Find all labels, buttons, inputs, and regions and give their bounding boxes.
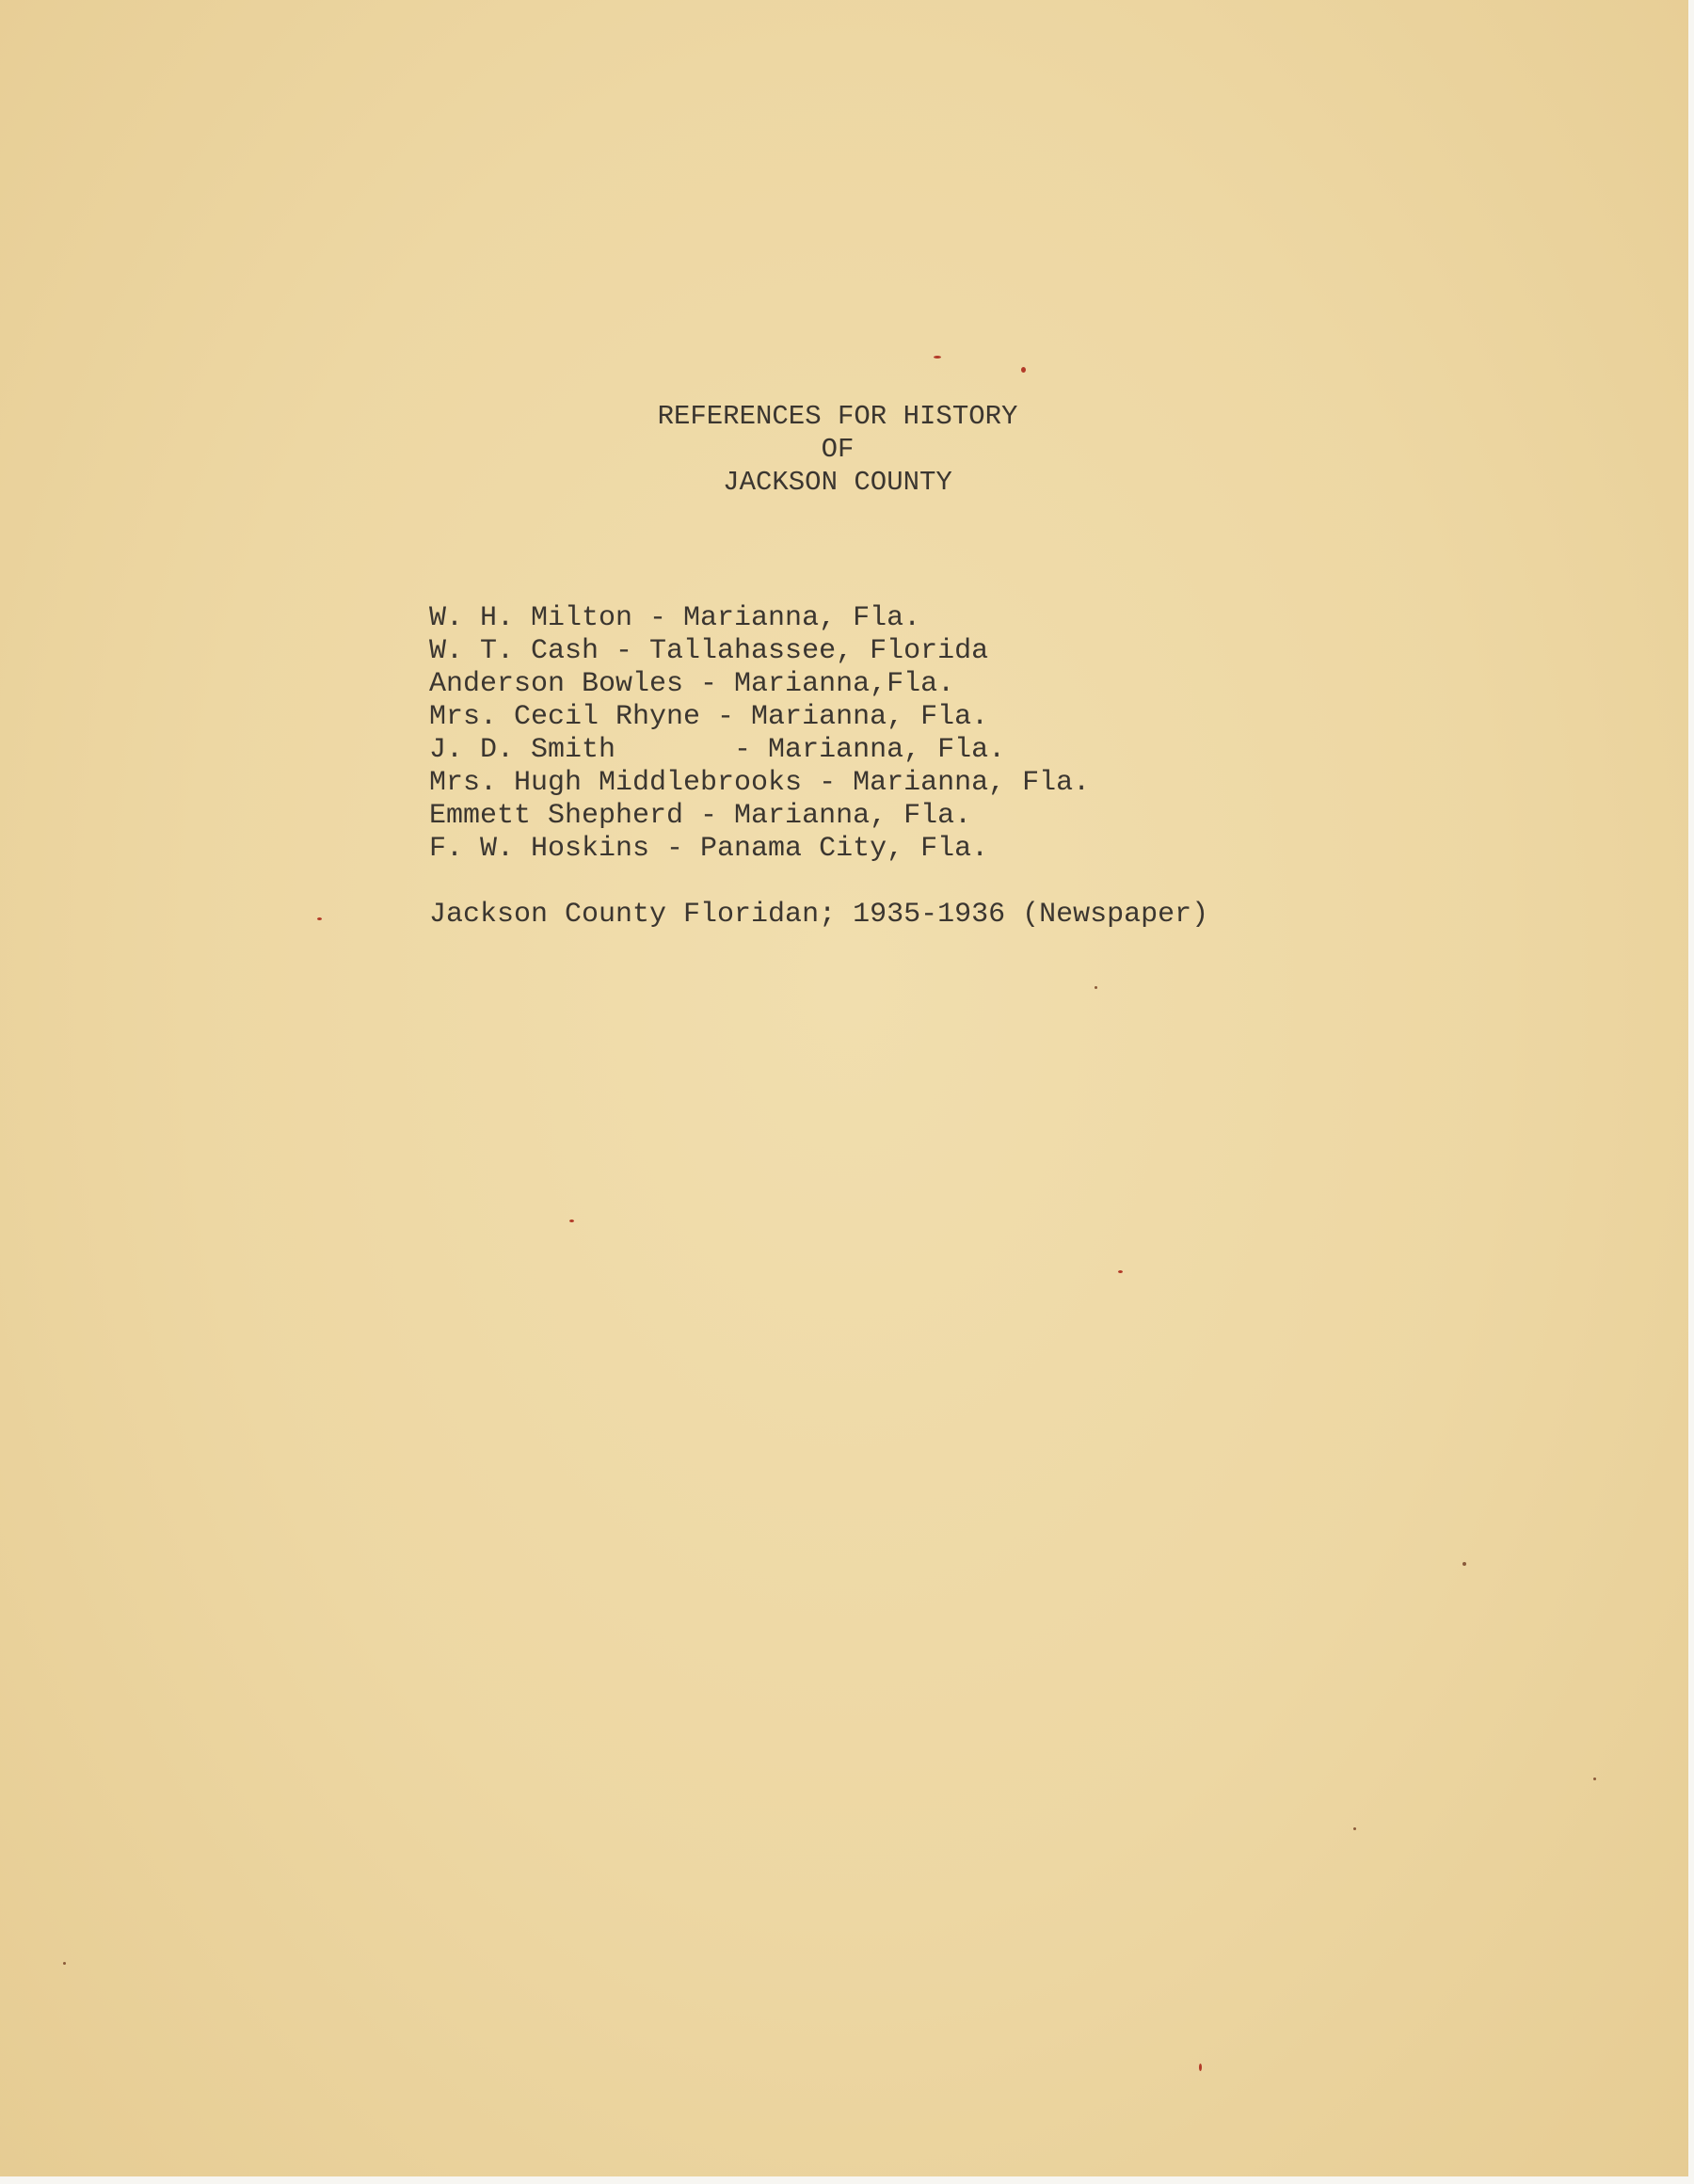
paper-speck — [1593, 1777, 1596, 1780]
paper-speck — [1462, 1562, 1466, 1566]
reference-item: Mrs. Cecil Rhyne - Marianna, Fla. — [429, 701, 989, 733]
paper-speck — [1353, 1827, 1356, 1830]
newspaper-source: Jackson County Floridan; 1935-1936 (Newspaper) — [429, 899, 1209, 931]
paper-speck — [1118, 1270, 1123, 1273]
paper-speck — [1021, 367, 1026, 373]
reference-item: Mrs. Hugh Middlebrooks - Marianna, Fla. — [429, 767, 1091, 799]
paper-speck — [934, 356, 941, 359]
reference-item: J. D. Smith - Marianna, Fla. — [429, 734, 1006, 766]
reference-item: W. T. Cash - Tallahassee, Florida — [429, 635, 989, 667]
paper-speck — [1199, 2064, 1202, 2071]
document-title — [555, 400, 1120, 499]
reference-item: Anderson Bowles - Marianna,Fla. — [429, 668, 955, 700]
reference-item: W. H. Milton - Marianna, Fla. — [429, 602, 921, 634]
paper-speck — [1095, 986, 1097, 989]
paper-speck — [63, 1962, 66, 1965]
title-line-1: REFERENCES FOR HISTORY — [657, 401, 1018, 432]
title-line-2: OF — [821, 434, 855, 465]
reference-item: Emmett Shepherd - Marianna, Fla. — [429, 800, 972, 832]
paper-speck — [317, 917, 322, 920]
paper-speck — [569, 1220, 574, 1222]
reference-item: F. W. Hoskins - Panama City, Fla. — [429, 833, 989, 865]
reference-list — [429, 602, 1090, 866]
title-line-3: JACKSON COUNTY — [723, 467, 952, 498]
